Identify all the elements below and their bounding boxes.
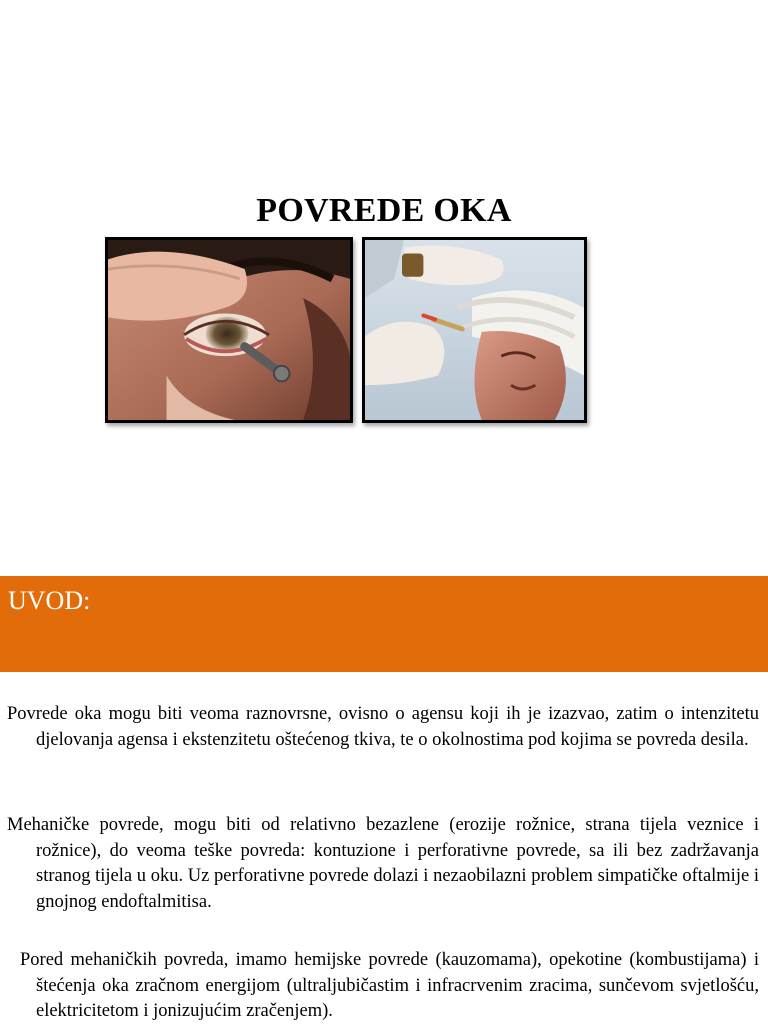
paragraph-chemical <box>7 948 759 1024</box>
paragraph-chemical-text: Pored mehaničkih povreda, imamo hemijske povrede (kauzomama), opekotine (kombustijama) i štećenja oka zračnom energijom (ultraljubičastim i infracrvenim zracima, sunčevom svjetlošću, elektricitetom i jonizujućim zračenjem). <box>20 950 759 1021</box>
bandaged-head-photo <box>362 237 587 423</box>
section-heading: UVOD: <box>8 586 91 615</box>
paragraph-intro: Povrede oka mogu biti veoma raznovrsne, ovisno o agensu koji ih je izazvao, zatim o intenzitetu djelovanja agensa i ekstenzitetu oštećenog tkiva, te o okolnostima pod kojima se povreda desila. <box>7 704 759 750</box>
paragraph-mechanical: Mehaničke povrede, mogu biti od relativno bezazlene (erozije rožnice, strana tijela veznice i rožnice), do veoma teške povreda: kontuzione i perforativne povrede, sa ili bez zadržavanja stranog tijela u oku. Uz perforativne povrede dolazi i nezaobilazni problem simpatičke oftalmije i gnojnog endoftalmitisa. <box>7 815 759 912</box>
eye-injury-illustration <box>108 240 350 420</box>
section-banner <box>0 576 768 672</box>
eye-injury-photo <box>105 237 353 423</box>
bandaged-head-illustration <box>365 240 584 420</box>
page-title: POVREDE OKA <box>256 192 512 229</box>
